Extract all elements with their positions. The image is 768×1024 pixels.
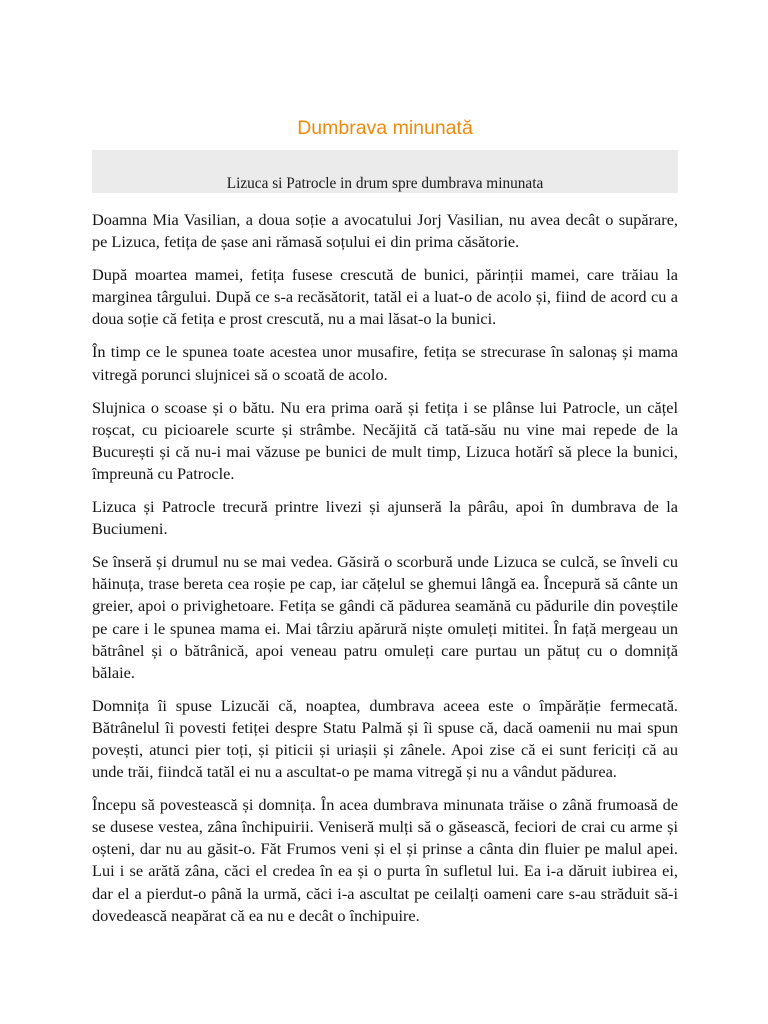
document-subtitle: Lizuca si Patrocle in drum spre dumbrava minunata: [226, 175, 544, 192]
document-body: [92, 209, 678, 938]
paragraph: Începu să povestească și domnița. În acea dumbrava minunata trăise o zână frumoasă de se dusese vestea, zâna închipuirii. Veniseră mulți să o găsească, feciori de crai cu arme și oșteni, dar nu au găsit-o. Făt Frumos veni și el și prinse a cânta din fluier pe malul apei. Lui i se arătă zâna, căci el credea în ea și o purta în sufletul lui. Ea i-a dăruit iubirea ei, dar el a pierdut-o până la urmă, căci i-a ascultat pe ceilalți oameni care s-au străduit să-i dovedească neapărat că ea nu e decât o închipuire.: [92, 795, 678, 925]
paragraph: În timp ce le spunea toate acestea unor musafire, fetița se strecurase în salonaș și mama vitregă porunci slujnicei să o scoată de acolo.: [92, 342, 678, 384]
paragraph: Domnița îi spuse Lizucăi că, noaptea, dumbrava aceea este o împărăție fermecată. Bătrânelul îi povesti fetiței despre Statu Palmă și îi spuse că, dacă oamenii nu mai spun povești, atunci pier toți, și piticii și uriașii și zânele. Apoi zise că ei sunt fericiți că au unde trăi, fiindcă tatăl ei nu a ascultat-o pe mama vitregă și nu a vândut pădurea.: [92, 695, 678, 782]
paragraph: Se înseră și drumul nu se mai vedea. Găsiră o scorbură unde Lizuca se culcă, se înveli cu hăinuța, trase bereta cea roșie pe cap, iar cățelul se ghemui lângă ea. Începură să cânte un greier, apoi o privighetoare. Fetița se gândi că pădurea seamănă cu pădurile din poveștile pe care i le spunea mama ei. Mai târziu apărură niște omuleți mititei. În față mergeau un bătrânel și o bătrânică, apoi veneau patru omuleți care purtau un pătuț cu o domniță bălaie.: [92, 552, 678, 682]
document-title: Dumbrava minunată: [297, 117, 473, 139]
paragraph: După moartea mamei, fetița fusese crescută de bunici, părinții mamei, care trăiau la marginea târgului. După ce s-a recăsătorit, tatăl ei a luat-o de acolo și, fiind de acord cu a doua soție că fetița e prost crescută, nu a mai lăsat-o la bunici.: [92, 265, 678, 329]
paragraph: Lizuca și Patrocle trecură printre livezi și ajunseră la pârâu, apoi în dumbrava de la Buciumeni.: [92, 497, 678, 539]
paragraph: Doamna Mia Vasilian, a doua soție a avocatului Jorj Vasilian, nu avea decât o supărare, pe Lizuca, fetița de șase ani rămasă soțului ei din prima căsătorie.: [92, 210, 678, 252]
paragraph: Slujnica o scoase și o bătu. Nu era prima oară și fetița i se plânse lui Patrocle, un cățel roșcat, cu picioarele scurte și strâmbe. Necăjită că tată-său nu vine mai repede de la București și că nu-i mai văzuse pe bunici de mult timp, Lizuca hotărî să plece la bunici, împreună cu Patrocle.: [92, 397, 678, 483]
